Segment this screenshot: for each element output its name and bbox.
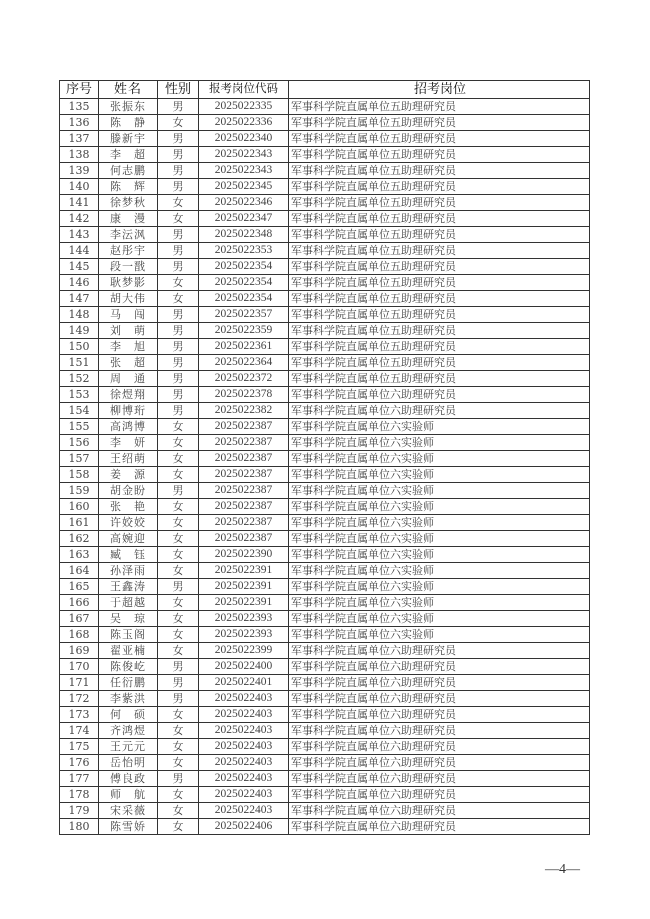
cell-position-code: 2025022403 — [199, 723, 289, 739]
table-row — [60, 227, 590, 243]
cell-position-code: 2025022336 — [199, 115, 289, 131]
cell-gender: 女 — [158, 547, 199, 563]
cell-position: 军事科学院直属单位六实验师 — [289, 467, 590, 483]
cell-name: 滕新宇 — [99, 131, 158, 147]
cell-serial-number: 148 — [60, 307, 99, 323]
table-row — [60, 659, 590, 675]
cell-serial-number: 140 — [60, 179, 99, 195]
cell-position: 军事科学院直属单位六助理研究员 — [289, 723, 590, 739]
table-row — [60, 387, 590, 403]
cell-name: 陈俊屹 — [99, 659, 158, 675]
cell-name: 陈雪娇 — [99, 819, 158, 835]
cell-position: 军事科学院直属单位五助理研究员 — [289, 371, 590, 387]
cell-position: 军事科学院直属单位六实验师 — [289, 435, 590, 451]
cell-gender: 女 — [158, 451, 199, 467]
cell-position: 军事科学院直属单位五助理研究员 — [289, 355, 590, 371]
table-row — [60, 691, 590, 707]
table-row — [60, 131, 590, 147]
cell-position: 军事科学院直属单位六助理研究员 — [289, 387, 590, 403]
cell-serial-number: 167 — [60, 611, 99, 627]
cell-position-code: 2025022387 — [199, 419, 289, 435]
header-serial-number: 序号 — [60, 81, 99, 99]
cell-serial-number: 180 — [60, 819, 99, 835]
cell-gender: 女 — [158, 723, 199, 739]
table-row — [60, 211, 590, 227]
cell-serial-number: 146 — [60, 275, 99, 291]
cell-name: 康 漫 — [99, 211, 158, 227]
cell-position-code: 2025022391 — [199, 595, 289, 611]
table-row — [60, 243, 590, 259]
cell-position-code: 2025022340 — [199, 131, 289, 147]
cell-position-code: 2025022401 — [199, 675, 289, 691]
cell-gender: 男 — [158, 147, 199, 163]
cell-position: 军事科学院直属单位五助理研究员 — [289, 323, 590, 339]
cell-position: 军事科学院直属单位五助理研究员 — [289, 179, 590, 195]
cell-name: 陈 静 — [99, 115, 158, 131]
cell-position-code: 2025022378 — [199, 387, 289, 403]
table-row — [60, 547, 590, 563]
cell-position: 军事科学院直属单位六助理研究员 — [289, 803, 590, 819]
cell-position-code: 2025022353 — [199, 243, 289, 259]
table-row — [60, 99, 590, 115]
cell-gender: 男 — [158, 371, 199, 387]
cell-serial-number: 179 — [60, 803, 99, 819]
cell-position-code: 2025022361 — [199, 339, 289, 355]
cell-position: 军事科学院直属单位五助理研究员 — [289, 211, 590, 227]
cell-name: 胡大伟 — [99, 291, 158, 307]
cell-position: 军事科学院直属单位六实验师 — [289, 595, 590, 611]
cell-name: 张 超 — [99, 355, 158, 371]
cell-name: 陈 辉 — [99, 179, 158, 195]
cell-serial-number: 155 — [60, 419, 99, 435]
cell-name: 傅良政 — [99, 771, 158, 787]
table-row — [60, 323, 590, 339]
cell-position: 军事科学院直属单位五助理研究员 — [289, 99, 590, 115]
cell-position-code: 2025022393 — [199, 611, 289, 627]
cell-serial-number: 153 — [60, 387, 99, 403]
cell-gender: 男 — [158, 243, 199, 259]
cell-name: 何志鹏 — [99, 163, 158, 179]
table-row — [60, 419, 590, 435]
cell-gender: 女 — [158, 595, 199, 611]
table-row — [60, 755, 590, 771]
table-row — [60, 563, 590, 579]
candidate-table-container — [59, 80, 590, 835]
cell-position-code: 2025022347 — [199, 211, 289, 227]
cell-name: 孙泽雨 — [99, 563, 158, 579]
table-row — [60, 435, 590, 451]
cell-name: 任衍鹏 — [99, 675, 158, 691]
cell-gender: 男 — [158, 579, 199, 595]
cell-serial-number: 177 — [60, 771, 99, 787]
cell-serial-number: 173 — [60, 707, 99, 723]
table-row — [60, 371, 590, 387]
cell-serial-number: 164 — [60, 563, 99, 579]
cell-position-code: 2025022387 — [199, 435, 289, 451]
cell-name: 李 妍 — [99, 435, 158, 451]
cell-name: 吴 琼 — [99, 611, 158, 627]
cell-position: 军事科学院直属单位五助理研究员 — [289, 259, 590, 275]
cell-name: 张振东 — [99, 99, 158, 115]
cell-name: 徐煜翔 — [99, 387, 158, 403]
cell-position: 军事科学院直属单位六实验师 — [289, 499, 590, 515]
cell-position-code: 2025022391 — [199, 563, 289, 579]
candidate-table — [59, 80, 590, 835]
cell-position: 军事科学院直属单位五助理研究员 — [289, 339, 590, 355]
cell-position-code: 2025022335 — [199, 99, 289, 115]
cell-position: 军事科学院直属单位六实验师 — [289, 483, 590, 499]
cell-gender: 女 — [158, 755, 199, 771]
cell-gender: 女 — [158, 627, 199, 643]
table-row — [60, 803, 590, 819]
table-row — [60, 275, 590, 291]
cell-position-code: 2025022343 — [199, 147, 289, 163]
cell-serial-number: 139 — [60, 163, 99, 179]
cell-name: 王元元 — [99, 739, 158, 755]
cell-name: 马 闯 — [99, 307, 158, 323]
table-row — [60, 291, 590, 307]
cell-position-code: 2025022403 — [199, 803, 289, 819]
cell-position: 军事科学院直属单位六助理研究员 — [289, 739, 590, 755]
cell-position-code: 2025022387 — [199, 531, 289, 547]
cell-position: 军事科学院直属单位六实验师 — [289, 531, 590, 547]
table-row — [60, 355, 590, 371]
table-row — [60, 499, 590, 515]
cell-name: 陈玉阁 — [99, 627, 158, 643]
cell-position: 军事科学院直属单位六实验师 — [289, 451, 590, 467]
cell-position-code: 2025022387 — [199, 499, 289, 515]
cell-position-code: 2025022372 — [199, 371, 289, 387]
cell-name: 齐鸿煜 — [99, 723, 158, 739]
cell-name: 王绍萌 — [99, 451, 158, 467]
cell-gender: 女 — [158, 787, 199, 803]
cell-position-code: 2025022403 — [199, 691, 289, 707]
cell-gender: 男 — [158, 659, 199, 675]
page-number: —4— — [545, 862, 580, 877]
cell-gender: 女 — [158, 707, 199, 723]
cell-name: 王鑫涛 — [99, 579, 158, 595]
cell-serial-number: 165 — [60, 579, 99, 595]
cell-position-code: 2025022354 — [199, 259, 289, 275]
table-row — [60, 403, 590, 419]
cell-position-code: 2025022343 — [199, 163, 289, 179]
cell-gender: 男 — [158, 307, 199, 323]
cell-position-code: 2025022387 — [199, 451, 289, 467]
table-row — [60, 707, 590, 723]
cell-position-code: 2025022354 — [199, 275, 289, 291]
cell-position-code: 2025022357 — [199, 307, 289, 323]
cell-position: 军事科学院直属单位六助理研究员 — [289, 771, 590, 787]
cell-position-code: 2025022399 — [199, 643, 289, 659]
cell-position: 军事科学院直属单位六助理研究员 — [289, 787, 590, 803]
cell-gender: 女 — [158, 211, 199, 227]
cell-serial-number: 175 — [60, 739, 99, 755]
cell-serial-number: 157 — [60, 451, 99, 467]
cell-name: 柳博珩 — [99, 403, 158, 419]
cell-gender: 女 — [158, 275, 199, 291]
cell-serial-number: 154 — [60, 403, 99, 419]
cell-serial-number: 162 — [60, 531, 99, 547]
cell-name: 耿梦影 — [99, 275, 158, 291]
cell-serial-number: 170 — [60, 659, 99, 675]
cell-name: 翟亚楠 — [99, 643, 158, 659]
table-row — [60, 675, 590, 691]
cell-gender: 女 — [158, 819, 199, 835]
cell-gender: 女 — [158, 115, 199, 131]
cell-gender: 男 — [158, 387, 199, 403]
table-row — [60, 627, 590, 643]
cell-name: 李 超 — [99, 147, 158, 163]
cell-position: 军事科学院直属单位五助理研究员 — [289, 131, 590, 147]
table-row — [60, 115, 590, 131]
table-row — [60, 467, 590, 483]
cell-gender: 女 — [158, 611, 199, 627]
cell-position: 军事科学院直属单位六助理研究员 — [289, 755, 590, 771]
cell-position: 军事科学院直属单位六实验师 — [289, 611, 590, 627]
table-row — [60, 307, 590, 323]
cell-position: 军事科学院直属单位五助理研究员 — [289, 195, 590, 211]
table-body — [60, 99, 590, 835]
cell-position: 军事科学院直属单位五助理研究员 — [289, 115, 590, 131]
cell-serial-number: 163 — [60, 547, 99, 563]
cell-gender: 男 — [158, 99, 199, 115]
cell-gender: 男 — [158, 179, 199, 195]
header-position: 招考岗位 — [289, 81, 590, 99]
cell-position: 军事科学院直属单位五助理研究员 — [289, 163, 590, 179]
cell-name: 徐梦秋 — [99, 195, 158, 211]
cell-gender: 男 — [158, 131, 199, 147]
table-row — [60, 611, 590, 627]
cell-gender: 女 — [158, 195, 199, 211]
cell-serial-number: 174 — [60, 723, 99, 739]
cell-position-code: 2025022390 — [199, 547, 289, 563]
cell-serial-number: 137 — [60, 131, 99, 147]
cell-position: 军事科学院直属单位五助理研究员 — [289, 275, 590, 291]
cell-serial-number: 160 — [60, 499, 99, 515]
cell-name: 许姣姣 — [99, 515, 158, 531]
cell-serial-number: 161 — [60, 515, 99, 531]
cell-gender: 男 — [158, 483, 199, 499]
cell-gender: 女 — [158, 499, 199, 515]
cell-position: 军事科学院直属单位六实验师 — [289, 563, 590, 579]
cell-position: 军事科学院直属单位五助理研究员 — [289, 243, 590, 259]
table-row — [60, 515, 590, 531]
cell-position: 军事科学院直属单位六实验师 — [289, 547, 590, 563]
cell-name: 岳怡明 — [99, 755, 158, 771]
cell-gender: 女 — [158, 531, 199, 547]
table-row — [60, 819, 590, 835]
cell-name: 李沄沨 — [99, 227, 158, 243]
cell-gender: 女 — [158, 291, 199, 307]
cell-serial-number: 138 — [60, 147, 99, 163]
cell-position: 军事科学院直属单位六实验师 — [289, 627, 590, 643]
cell-name: 周 通 — [99, 371, 158, 387]
cell-name: 胡金盼 — [99, 483, 158, 499]
cell-gender: 男 — [158, 259, 199, 275]
cell-serial-number: 145 — [60, 259, 99, 275]
cell-position-code: 2025022359 — [199, 323, 289, 339]
cell-gender: 女 — [158, 803, 199, 819]
cell-gender: 男 — [158, 227, 199, 243]
cell-serial-number: 159 — [60, 483, 99, 499]
cell-serial-number: 169 — [60, 643, 99, 659]
cell-gender: 女 — [158, 515, 199, 531]
cell-gender: 女 — [158, 467, 199, 483]
cell-serial-number: 176 — [60, 755, 99, 771]
cell-serial-number: 147 — [60, 291, 99, 307]
cell-position: 军事科学院直属单位五助理研究员 — [289, 307, 590, 323]
cell-position: 军事科学院直属单位六助理研究员 — [289, 691, 590, 707]
table-row — [60, 787, 590, 803]
table-header-row — [60, 81, 590, 99]
cell-position: 军事科学院直属单位六助理研究员 — [289, 403, 590, 419]
cell-serial-number: 171 — [60, 675, 99, 691]
table-row — [60, 195, 590, 211]
cell-position-code: 2025022348 — [199, 227, 289, 243]
cell-name: 师 航 — [99, 787, 158, 803]
table-row — [60, 339, 590, 355]
table-row — [60, 723, 590, 739]
cell-name: 姜 源 — [99, 467, 158, 483]
cell-position-code: 2025022403 — [199, 755, 289, 771]
table-row — [60, 739, 590, 755]
cell-position: 军事科学院直属单位五助理研究员 — [289, 291, 590, 307]
cell-position-code: 2025022382 — [199, 403, 289, 419]
cell-serial-number: 151 — [60, 355, 99, 371]
cell-name: 臧 钰 — [99, 547, 158, 563]
cell-serial-number: 156 — [60, 435, 99, 451]
table-row — [60, 483, 590, 499]
cell-name: 李紫洪 — [99, 691, 158, 707]
cell-position-code: 2025022387 — [199, 483, 289, 499]
cell-serial-number: 144 — [60, 243, 99, 259]
cell-position: 军事科学院直属单位六助理研究员 — [289, 707, 590, 723]
cell-serial-number: 135 — [60, 99, 99, 115]
cell-name: 段一戬 — [99, 259, 158, 275]
cell-gender: 男 — [158, 163, 199, 179]
cell-name: 高婉迎 — [99, 531, 158, 547]
cell-gender: 男 — [158, 339, 199, 355]
cell-name: 于超越 — [99, 595, 158, 611]
cell-name: 张 艳 — [99, 499, 158, 515]
table-row — [60, 451, 590, 467]
cell-position-code: 2025022354 — [199, 291, 289, 307]
cell-position-code: 2025022403 — [199, 707, 289, 723]
cell-name: 高鸿博 — [99, 419, 158, 435]
cell-gender: 男 — [158, 691, 199, 707]
cell-name: 赵彤宇 — [99, 243, 158, 259]
cell-position-code: 2025022406 — [199, 819, 289, 835]
cell-position-code: 2025022393 — [199, 627, 289, 643]
header-gender: 性别 — [158, 81, 199, 99]
cell-serial-number: 178 — [60, 787, 99, 803]
table-row — [60, 259, 590, 275]
cell-serial-number: 166 — [60, 595, 99, 611]
header-name: 姓名 — [99, 81, 158, 99]
cell-name: 刘 萌 — [99, 323, 158, 339]
cell-serial-number: 172 — [60, 691, 99, 707]
cell-position-code: 2025022364 — [199, 355, 289, 371]
table-row — [60, 643, 590, 659]
cell-position-code: 2025022403 — [199, 787, 289, 803]
cell-gender: 女 — [158, 739, 199, 755]
cell-position-code: 2025022387 — [199, 467, 289, 483]
cell-serial-number: 136 — [60, 115, 99, 131]
table-row — [60, 579, 590, 595]
cell-position: 军事科学院直属单位六助理研究员 — [289, 643, 590, 659]
cell-serial-number: 152 — [60, 371, 99, 387]
cell-position-code: 2025022387 — [199, 515, 289, 531]
cell-position: 军事科学院直属单位六实验师 — [289, 419, 590, 435]
cell-gender: 男 — [158, 323, 199, 339]
table-row — [60, 595, 590, 611]
cell-name: 宋采薇 — [99, 803, 158, 819]
cell-position-code: 2025022403 — [199, 771, 289, 787]
table-row — [60, 771, 590, 787]
cell-position: 军事科学院直属单位六助理研究员 — [289, 659, 590, 675]
cell-position: 军事科学院直属单位五助理研究员 — [289, 147, 590, 163]
cell-serial-number: 158 — [60, 467, 99, 483]
cell-gender: 男 — [158, 771, 199, 787]
cell-serial-number: 141 — [60, 195, 99, 211]
cell-gender: 男 — [158, 403, 199, 419]
cell-serial-number: 149 — [60, 323, 99, 339]
cell-serial-number: 150 — [60, 339, 99, 355]
cell-position-code: 2025022346 — [199, 195, 289, 211]
cell-position-code: 2025022403 — [199, 739, 289, 755]
cell-position: 军事科学院直属单位六实验师 — [289, 579, 590, 595]
cell-name: 李 旭 — [99, 339, 158, 355]
cell-position: 军事科学院直属单位六实验师 — [289, 515, 590, 531]
cell-position: 军事科学院直属单位五助理研究员 — [289, 227, 590, 243]
table-row — [60, 531, 590, 547]
table-row — [60, 179, 590, 195]
cell-position: 军事科学院直属单位六助理研究员 — [289, 819, 590, 835]
header-position-code: 报考岗位代码 — [199, 81, 289, 99]
cell-position-code: 2025022345 — [199, 179, 289, 195]
cell-position-code: 2025022391 — [199, 579, 289, 595]
cell-serial-number: 168 — [60, 627, 99, 643]
cell-gender: 男 — [158, 675, 199, 691]
cell-gender: 女 — [158, 435, 199, 451]
cell-gender: 女 — [158, 419, 199, 435]
cell-serial-number: 143 — [60, 227, 99, 243]
cell-gender: 女 — [158, 563, 199, 579]
cell-gender: 女 — [158, 643, 199, 659]
cell-position: 军事科学院直属单位六助理研究员 — [289, 675, 590, 691]
cell-position-code: 2025022400 — [199, 659, 289, 675]
cell-name: 何 硕 — [99, 707, 158, 723]
cell-serial-number: 142 — [60, 211, 99, 227]
table-row — [60, 163, 590, 179]
table-row — [60, 147, 590, 163]
cell-gender: 男 — [158, 355, 199, 371]
